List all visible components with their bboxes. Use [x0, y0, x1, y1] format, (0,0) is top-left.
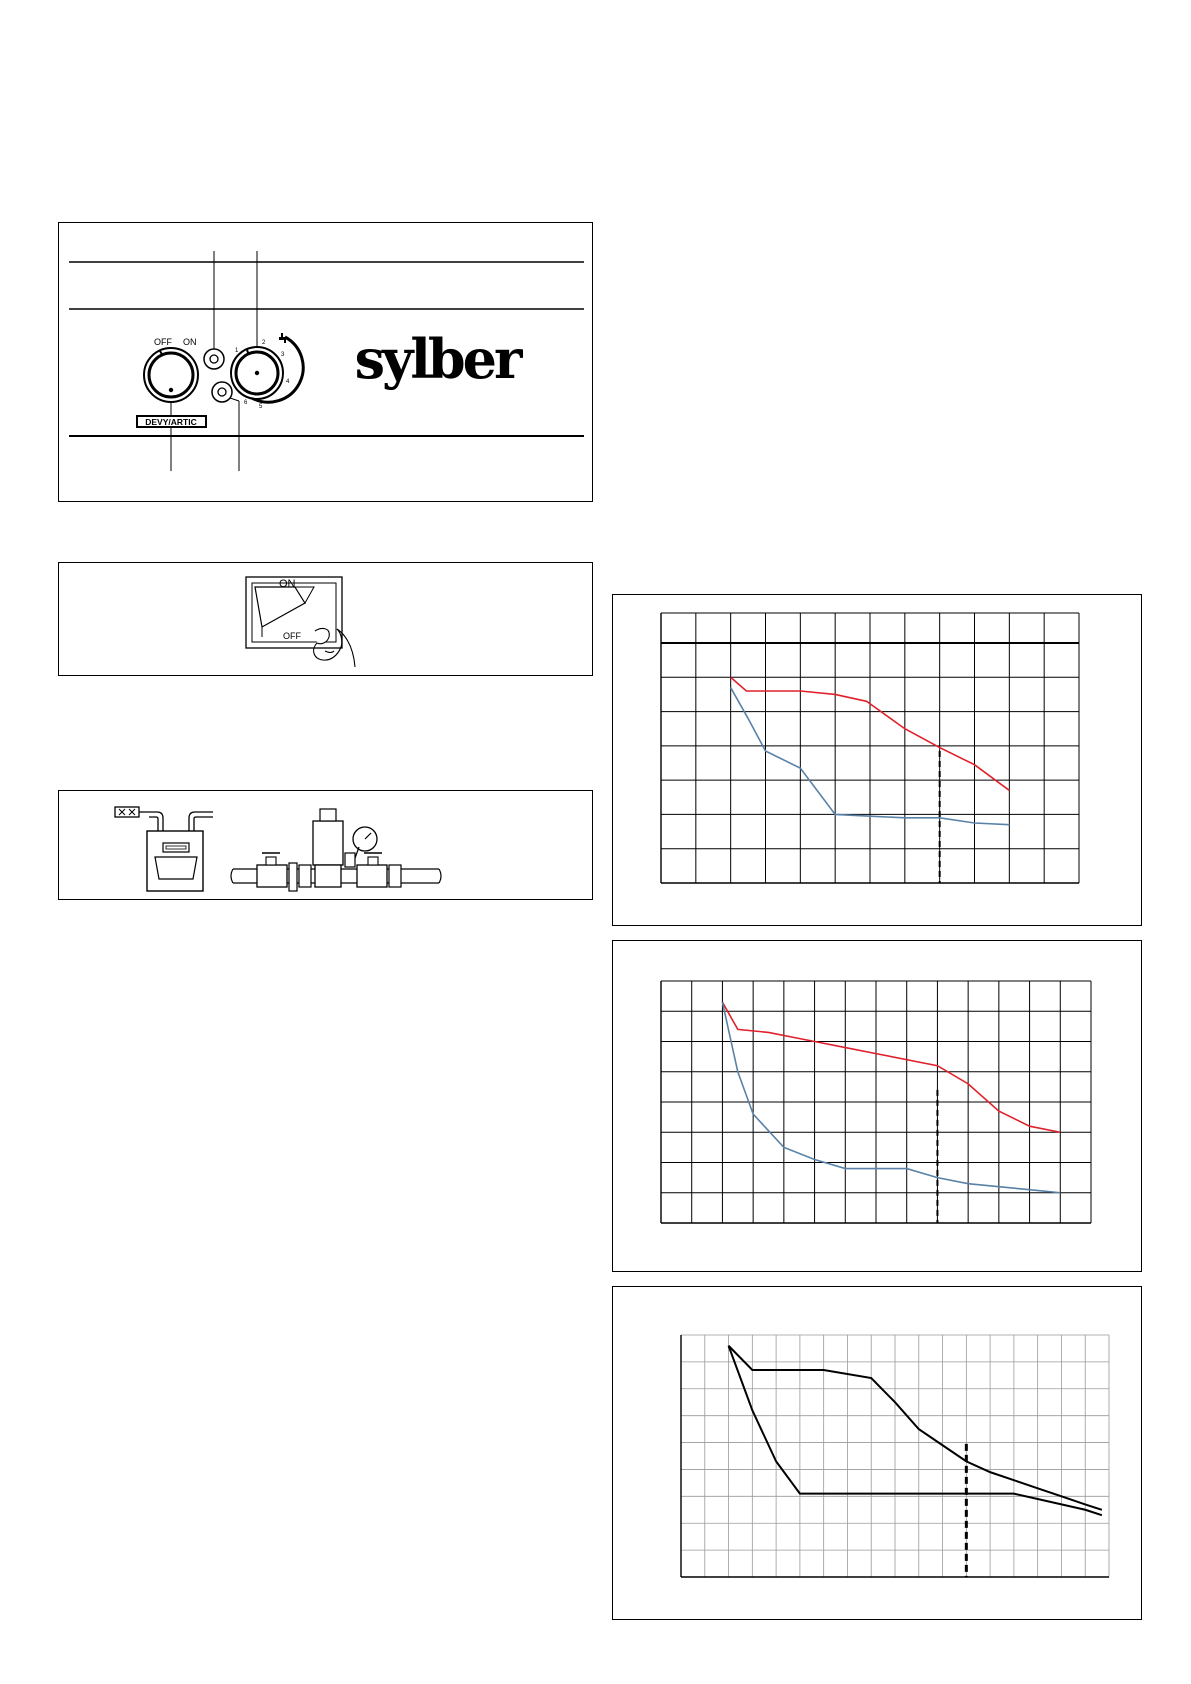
series-upper-line — [729, 1346, 1102, 1510]
chart-1 — [613, 595, 1141, 925]
chart-panel-1 — [612, 594, 1142, 926]
temperature-knob[interactable] — [231, 337, 303, 402]
series-lower-line — [722, 1002, 1060, 1193]
dial-number-2: 2 — [262, 340, 266, 346]
series-lower-line — [729, 1346, 1102, 1515]
gas-meter-icon — [115, 807, 213, 891]
valve-assembly-icon — [231, 809, 441, 891]
installation-figure — [58, 790, 593, 900]
chart-panel-2 — [612, 940, 1142, 1272]
model-label: DEVY/ARTIC — [145, 417, 197, 427]
on-label: ON — [183, 337, 197, 347]
switch-off-label: OFF — [283, 631, 301, 641]
indicator-lamp-top — [204, 349, 224, 369]
switch-figure — [58, 562, 593, 676]
installation-drawing — [59, 791, 592, 899]
dial-number-4: 4 — [286, 379, 290, 385]
control-panel-figure — [58, 222, 593, 502]
chart-2 — [613, 941, 1141, 1271]
indicator-lamp-bottom — [212, 382, 232, 402]
chart-panel-3 — [612, 1286, 1142, 1620]
series-upper-line — [722, 1002, 1060, 1132]
chart-3 — [613, 1287, 1141, 1619]
off-label: OFF — [154, 337, 172, 347]
dial-number-1: 1 — [235, 348, 239, 354]
control-panel-drawing — [59, 223, 592, 501]
tap-icon — [279, 333, 286, 343]
switch-drawing — [59, 563, 592, 675]
switch-on-label: ON — [279, 578, 296, 590]
dial-number-5: 5 — [259, 404, 263, 410]
dial-number-6: 6 — [244, 400, 248, 406]
power-knob[interactable] — [144, 348, 198, 402]
brand-logo: sylber — [354, 327, 520, 391]
dial-number-3: 3 — [281, 352, 285, 358]
model-badge — [137, 416, 206, 427]
